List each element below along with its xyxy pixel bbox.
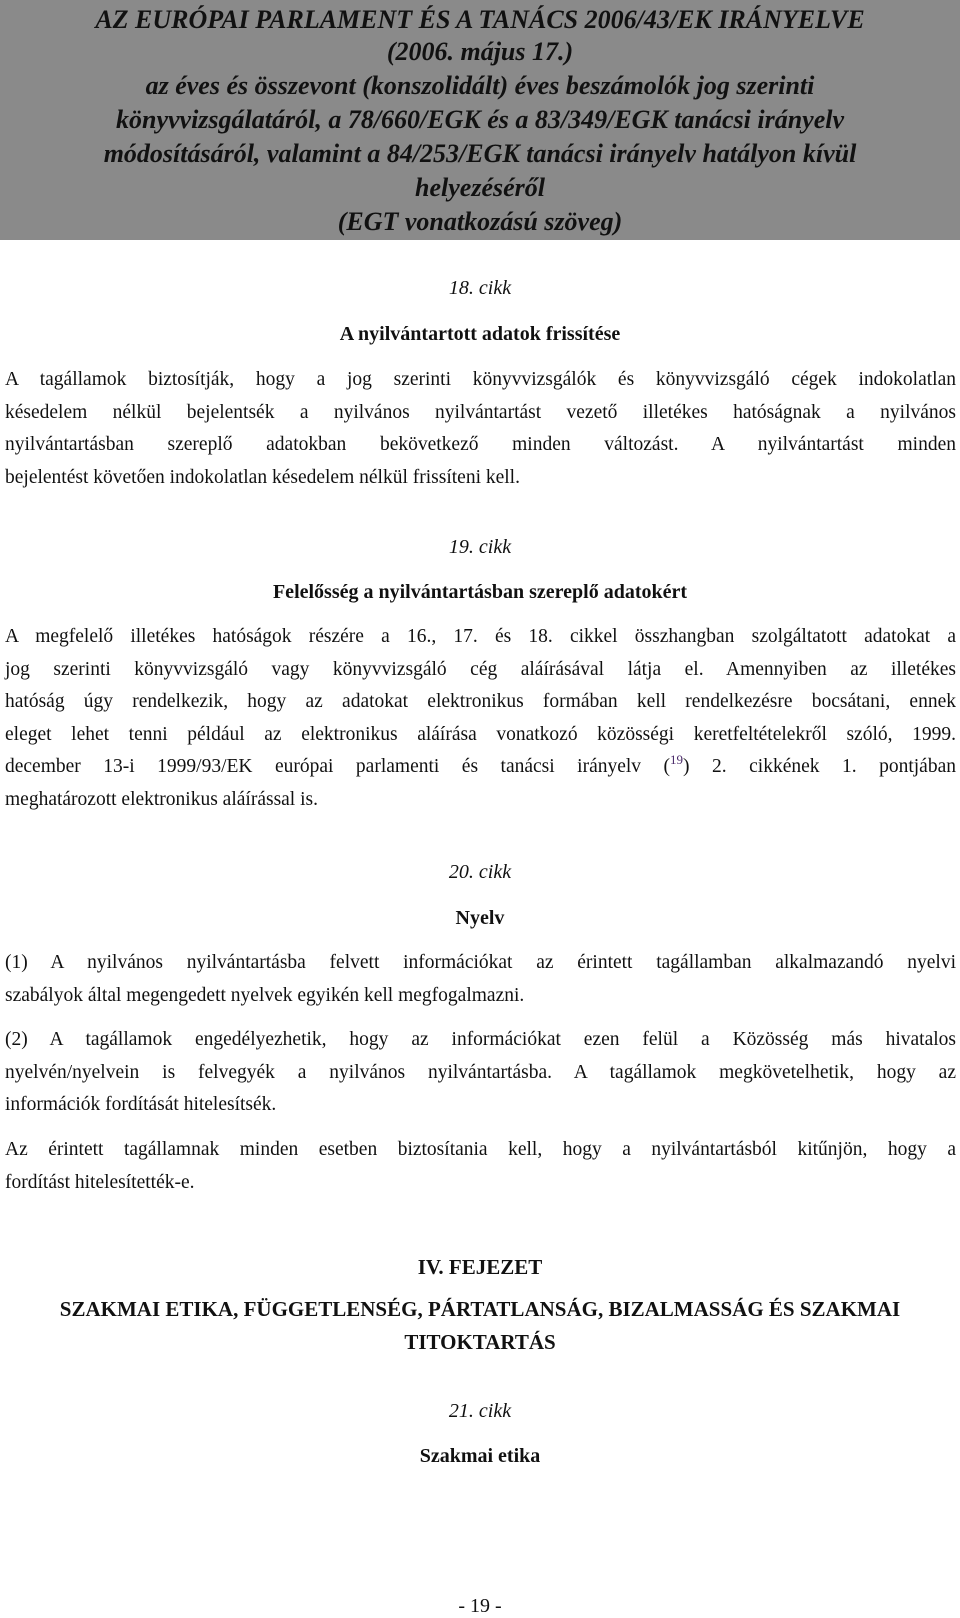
text-line: fordítást hitelesítették-e. — [5, 1171, 195, 1193]
header-subject-line: az éves és összevont (konszolidált) éves beszámolók jog szerinti — [145, 71, 815, 100]
article-18-number: 18. cikk — [448, 277, 512, 299]
article-18-paragraph — [5, 364, 956, 494]
header-date-line: (2006. május 17.) — [386, 37, 574, 66]
text-line: eleget lehet tenni például az elektronikus aláírása vonatkozó közösségi keretfeltételekről szóló, 1999. — [5, 723, 956, 745]
article-19-number: 19. cikk — [448, 536, 512, 558]
text-line: (1) A nyilvános nyilvántartásba felvett információkat az érintett tagállamban alkalmazandó nyelvi — [5, 952, 956, 973]
chapter-title: TITOKTARTÁS — [404, 1330, 556, 1354]
text-line: nyelvén/nyelvein is felvegyék a nyilvános nyilvántartásba. A tagállamok megkövetelhetik, hogy az — [5, 1061, 956, 1083]
document-header — [0, 0, 960, 240]
header-subject-line: módosításáról, valamint a 84/253/EGK tanácsi irányelv hatályon kívül — [103, 139, 857, 168]
article-20-number: 20. cikk — [448, 861, 512, 883]
header-title-line: AZ EURÓPAI PARLAMENT ÉS A TANÁCS 2006/43/EK IRÁNYELVE — [95, 5, 865, 34]
text-fragment: december 13-i 1999/93/EK európai parlamenti és tanácsi irányelv ( — [5, 756, 671, 777]
article-20-paragraph-1 — [5, 947, 956, 1012]
article-20-title: Nyelv — [455, 907, 505, 929]
text-line — [5, 751, 956, 784]
text-line: A tagállamok biztosítják, hogy a jog szerinti könyvvizsgálók és könyvvizsgáló cégek indokolatlan — [5, 369, 956, 390]
text-line: bejelentést követően indokolatlan késedelem nélkül frissíteni kell. — [5, 466, 520, 488]
text-line: hatóság úgy rendelkezik, hogy az adatokat elektronikus formában kell rendelkezésre bocsátani, ennek — [5, 691, 956, 712]
text-line: szabályok által megengedett nyelvek egyikén kell megfogalmazni. — [5, 984, 525, 1006]
page-number: - 19 - — [458, 1595, 502, 1617]
text-line: információk fordítását hitelesítsék. — [5, 1094, 277, 1115]
text-line: meghatározott elektronikus aláírással is. — [5, 788, 318, 810]
footnote-ref[interactable]: 19 — [670, 752, 684, 767]
text-line: Az érintett tagállamnak minden esetben biztosítania kell, hogy a nyilvántartásból kitűnjön, hogy a — [5, 1139, 956, 1160]
text-line: A megfelelő illetékes hatóságok részére a 16., 17. és 18. cikkel összhangban szolgáltatott adatokat a — [5, 626, 956, 647]
article-18-title: A nyilvántartott adatok frissítése — [339, 323, 621, 345]
chapter-number: IV. FEJEZET — [417, 1255, 543, 1279]
text-line: (2) A tagállamok engedélyezhetik, hogy az információkat ezen felül a Közösség más hivatalos — [5, 1029, 956, 1050]
header-subject-line: helyezéséről — [415, 173, 545, 202]
header-eea-note: (EGT vonatkozású szöveg) — [337, 207, 623, 236]
article-20-paragraph-3 — [5, 1134, 956, 1199]
chapter-title: SZAKMAI ETIKA, FÜGGETLENSÉG, PÁRTATLANSÁG, BIZALMASSÁG ÉS SZAKMAI — [59, 1297, 901, 1321]
text-line: késedelem nélkül bejelentsék a nyilvános nyilvántartást vezető illetékes hatóságnak a nyilvános — [5, 401, 956, 423]
article-21-number: 21. cikk — [448, 1400, 512, 1422]
text-fragment: ) 2. cikkének 1. pontjában — [683, 756, 956, 777]
text-line: nyilvántartásban szereplő adatokban bekövetkező minden változást. A nyilvántartást minden — [5, 434, 956, 455]
article-21-title: Szakmai etika — [419, 1445, 541, 1467]
article-19-paragraph — [5, 621, 956, 816]
article-19-title: Felelősség a nyilvántartásban szereplő adatokért — [272, 581, 688, 603]
text-line: jog szerinti könyvvizsgáló vagy könyvvizsgáló cég aláírásával látja el. Amennyiben az illetékes — [5, 658, 956, 680]
header-subject-line: könyvvizsgálatáról, a 78/660/EGK és a 83/349/EGK tanácsi irányelv — [115, 105, 844, 134]
article-20-paragraph-2 — [5, 1024, 956, 1122]
